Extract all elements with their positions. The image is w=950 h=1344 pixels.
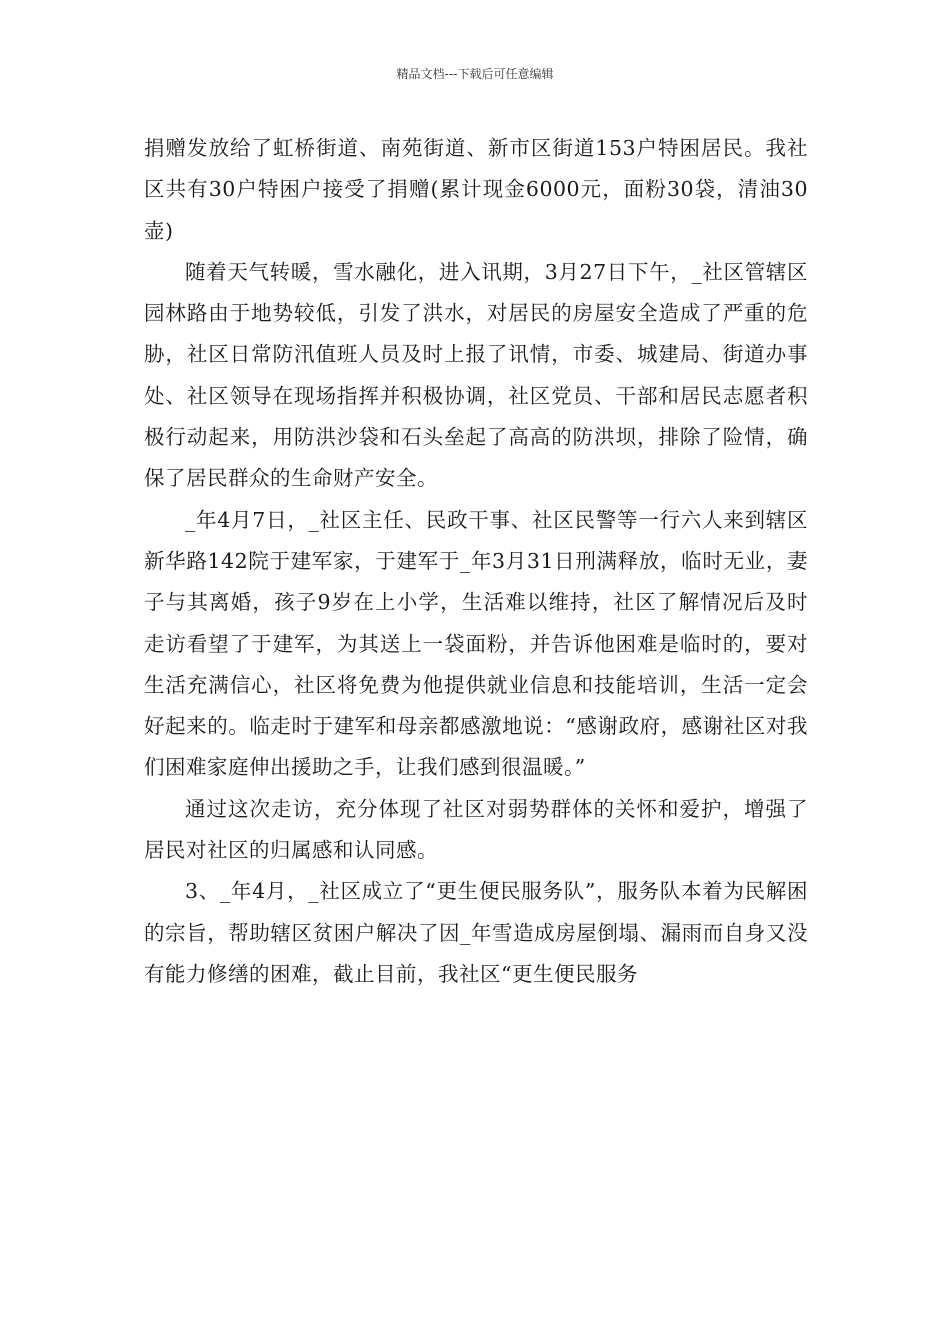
paragraph-4: 通过这次走访，充分体现了社区对弱势群体的关怀和爱护，增强了居民对社区的归属感和认同感。 — [144, 796, 808, 863]
page-header: 精品文档---下载后可任意编辑 — [396, 67, 554, 81]
paragraph-2: 随着天气转暖，雪水融化，进入讯期，3月27日下午，_社区管辖区园林路由于地势较低，引发了洪水，对居民的房屋安全造成了严重的危胁，社区日常防汛值班人员及时上报了讯情，市委、城建局、街道办事处、社区领导在现场指挥并积极协调，社区党员、干部和居民志愿者积极行动起来，用防洪沙袋和石头垒起了高高的防洪坝，排除了险情，确保了居民群众的生命财产安全。 — [144, 259, 808, 491]
paragraph-5: 3、_年4月，_社区成立了“更生便民服务队”，服务队本着为民解困的宗旨，帮助辖区贫困户解决了因_年雪造成房屋倒塌、漏雨而自身又没有能力修缮的困难，截止目前，我社区“更生便民服务 — [144, 879, 808, 986]
paragraph-1: 捐赠发放给了虹桥街道、南苑街道、新市区街道153户特困居民。我社区共有30户特困户接受了捐赠(累计现金6000元，面粉30袋，清油30壶) — [144, 136, 808, 243]
document-body — [144, 128, 808, 995]
paragraph-3: _年4月7日，_社区主任、民政干事、社区民警等一行六人来到辖区新华路142院于建军家，于建军于_年3月31日刑满释放，临时无业，妻子与其离婚，孩子9岁在上小学，生活难以维持，社区了解情况后及时走访看望了于建军，为其送上一袋面粉，并告诉他困难是临时的，要对生活充满信心，社区将免费为他提供就业信息和技能培训，生活一定会好起来的。临走时于建军和母亲都感激地说：“感谢政府，感谢社区对我们困难家庭伸出援助之手，让我们感到很温暖。” — [144, 507, 808, 780]
